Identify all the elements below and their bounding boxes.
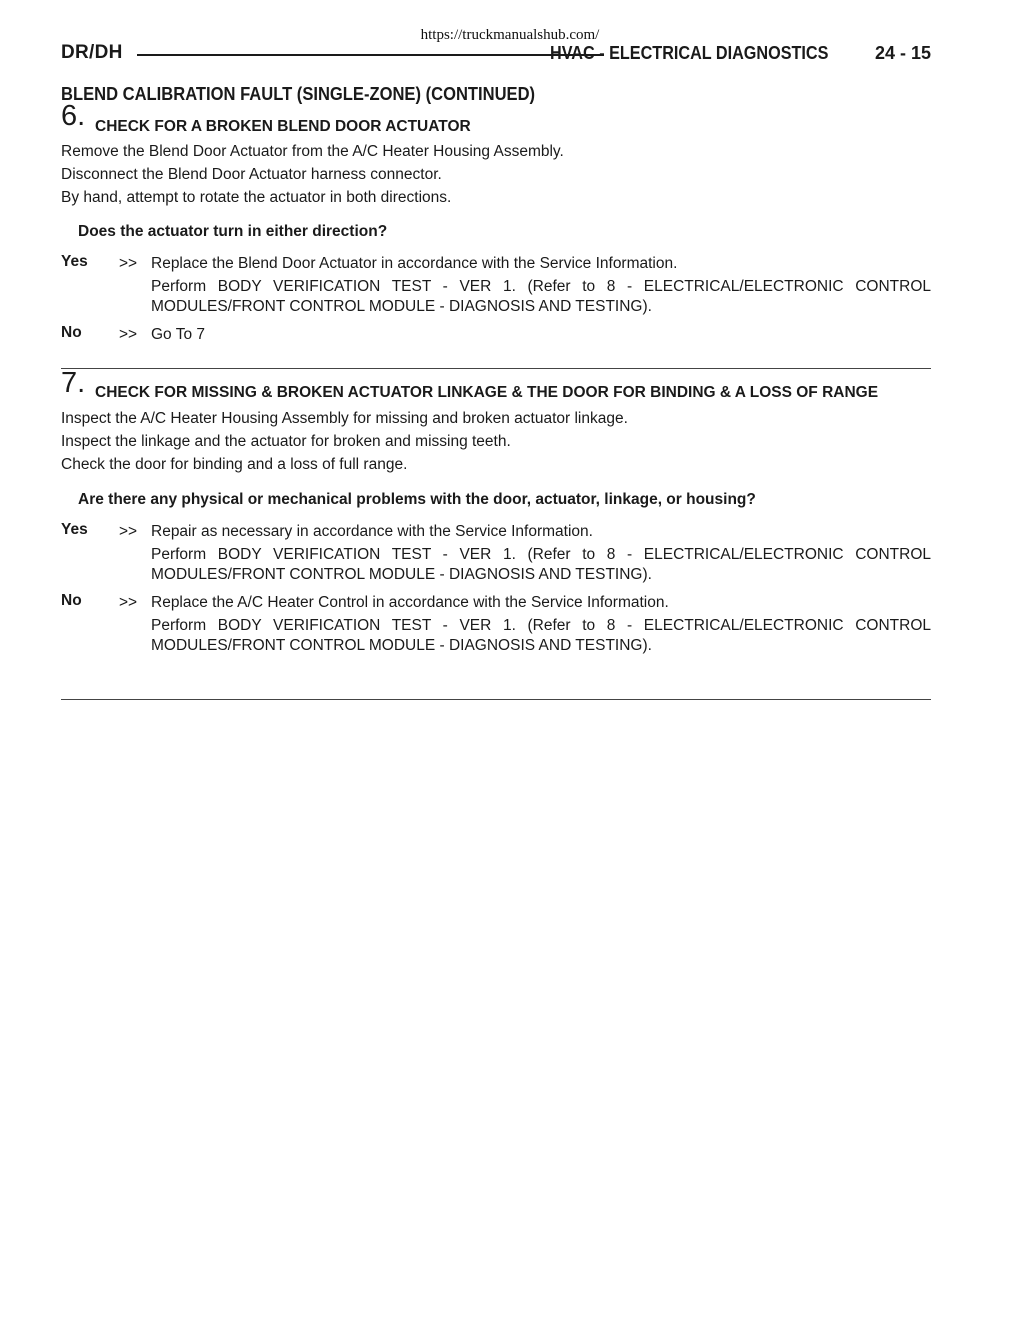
answer-label: Yes bbox=[61, 253, 88, 270]
step-title: CHECK FOR MISSING & BROKEN ACTUATOR LINKAGE & THE DOOR FOR BINDING & A LOSS OF RANGE bbox=[95, 384, 879, 401]
instruction-line: Inspect the A/C Heater Housing Assembly for missing and broken actuator linkage. bbox=[61, 410, 628, 427]
instruction-line: Check the door for binding and a loss of full range. bbox=[61, 456, 408, 473]
answer-yes bbox=[61, 522, 931, 585]
answer-label: Yes bbox=[61, 521, 88, 538]
answer-label: No bbox=[61, 592, 82, 609]
instruction-line: Remove the Blend Door Actuator from the A/C Heater Housing Assembly. bbox=[61, 143, 564, 160]
step-divider bbox=[61, 368, 931, 369]
header-model: DR/DH bbox=[61, 42, 123, 63]
step-divider bbox=[61, 699, 931, 700]
answer-no bbox=[61, 593, 931, 656]
answer-action: Replace the Blend Door Actuator in accordance with the Service Information. bbox=[151, 255, 678, 272]
answer-yes bbox=[61, 254, 931, 317]
answer-detail: Perform BODY VERIFICATION TEST - VER 1. (Refer to 8 - ELECTRICAL/ELECTRONIC CONTROL MODULES/FRONT CONTROL MODULE - DIAGNOSIS AND TESTING). bbox=[151, 617, 931, 654]
step-7 bbox=[61, 367, 931, 656]
section-title: BLEND CALIBRATION FAULT (SINGLE-ZONE) (CONTINUED) bbox=[61, 84, 536, 104]
answer-action: Replace the A/C Heater Control in accordance with the Service Information. bbox=[151, 594, 669, 611]
step-6 bbox=[61, 100, 931, 345]
instruction-line: Inspect the linkage and the actuator for broken and missing teeth. bbox=[61, 433, 511, 450]
step-number: 7. bbox=[61, 367, 86, 399]
answer-arrow: >> bbox=[119, 255, 138, 272]
answer-action: Go To 7 bbox=[151, 326, 206, 343]
header-chapter: HVAC - ELECTRICAL DIAGNOSTICS bbox=[550, 43, 829, 63]
step-header bbox=[61, 100, 931, 137]
answer-detail: Perform BODY VERIFICATION TEST - VER 1. (Refer to 8 - ELECTRICAL/ELECTRONIC CONTROL MODULES/FRONT CONTROL MODULE - DIAGNOSIS AND TESTING). bbox=[151, 546, 931, 583]
instruction-line: By hand, attempt to rotate the actuator in both directions. bbox=[61, 189, 452, 206]
header-rule bbox=[137, 54, 604, 56]
step-question: Does the actuator turn in either direction? bbox=[78, 223, 388, 240]
step-number: 6. bbox=[61, 100, 86, 132]
answer-arrow: >> bbox=[119, 594, 138, 611]
answer-no bbox=[61, 325, 931, 345]
running-header bbox=[61, 42, 931, 66]
answer-arrow: >> bbox=[119, 326, 138, 343]
step-title: CHECK FOR A BROKEN BLEND DOOR ACTUATOR bbox=[95, 118, 471, 135]
step-question: Are there any physical or mechanical problems with the door, actuator, linkage, or housing? bbox=[78, 491, 756, 508]
instruction-line: Disconnect the Blend Door Actuator harness connector. bbox=[61, 166, 442, 183]
source-url: https://truckmanualshub.com/ bbox=[420, 27, 600, 43]
answer-arrow: >> bbox=[119, 523, 138, 540]
answer-action: Repair as necessary in accordance with the Service Information. bbox=[151, 523, 593, 540]
answer-label: No bbox=[61, 324, 82, 341]
page-number: 24 - 15 bbox=[874, 43, 931, 63]
step-header bbox=[61, 367, 931, 403]
answer-detail: Perform BODY VERIFICATION TEST - VER 1. (Refer to 8 - ELECTRICAL/ELECTRONIC CONTROL MODULES/FRONT CONTROL MODULE - DIAGNOSIS AND TESTING). bbox=[151, 278, 931, 315]
